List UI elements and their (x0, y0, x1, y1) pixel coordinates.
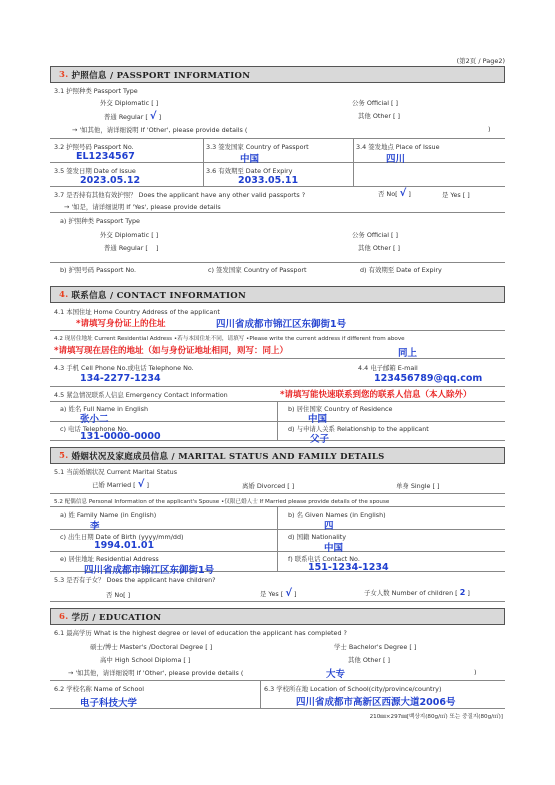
relationship-value[interactable]: 父子 (310, 434, 330, 445)
bracket: ] (408, 190, 411, 198)
divorced-option[interactable]: 离婚 Divorced [ ] (242, 482, 295, 490)
current-address-value[interactable]: 同上 (398, 348, 418, 359)
bracket: ] (158, 113, 162, 121)
home-address-label: 4.1 本国住址 Home Country Address of the applicant (54, 308, 220, 316)
no-option[interactable] (378, 188, 411, 199)
children-no-option[interactable]: 否 No[ ] (106, 591, 131, 599)
passport-type-label: 3.1 护照种类 Passport Type (54, 87, 138, 95)
place-label: 3.4 签发地点 Place of Issue (356, 143, 440, 151)
c-country-label: c) 签发国家 Country of Passport (208, 266, 307, 274)
page-number: (第2页 / Page2) (456, 57, 505, 65)
children-block (50, 572, 505, 602)
master-option[interactable]: 硕士/博士 Master's /Doctoral Degree [ ] (90, 643, 213, 651)
children-count[interactable] (364, 588, 470, 597)
full-name-value[interactable]: 张小二 (80, 414, 109, 425)
spouse-grid (50, 506, 505, 576)
passport-row-1 (50, 139, 505, 163)
nationality-label: d) 国籍 Nationality (288, 533, 347, 541)
home-address-value[interactable]: 四川省成都市锦江区东御街1号 (216, 319, 347, 330)
section-number: 5. (59, 450, 69, 461)
other-option[interactable]: 其他 Other [ ] (358, 112, 401, 120)
family-name-value[interactable]: 李 (90, 521, 100, 532)
a-type-label: a) 护照种类 Passport Type (60, 217, 140, 225)
passport-row-2 (50, 163, 505, 187)
other-detail-label-edu: → '如其他，请详细说明 If 'Other', please provide details ( (68, 669, 244, 677)
issue-date-value[interactable]: 2023.05.12 (80, 175, 141, 186)
regular-label: 普通 Regular [ (104, 244, 148, 252)
check-mark-icon: √ (399, 188, 407, 199)
current-address-block (50, 331, 505, 359)
current-address-label: 4.2 现居住地址 Current Residential Address •若与本国住址不同，请填写 •Please write the current address if different from above (54, 336, 405, 342)
section-header-contact (50, 286, 505, 303)
section-number: 4. (59, 289, 69, 300)
section-number: 3. (59, 69, 69, 80)
expiry-label: 3.6 有效期至 Date Of Expiry (206, 167, 293, 175)
place-value[interactable]: 四川 (386, 154, 406, 165)
footer-row (50, 709, 505, 721)
country-value[interactable]: 中国 (240, 154, 260, 165)
dob-label: c) 出生日期 Date of Birth (yyyy/mm/dd) (60, 533, 184, 541)
residential-address-value[interactable]: 四川省成都市锦江区东御街1号 (84, 565, 215, 576)
home-address-block (50, 303, 505, 331)
contact-no-value[interactable]: 151-1234-1234 (308, 562, 389, 573)
issue-date-label: 3.5 签发日期 Date of Issue (54, 167, 136, 175)
residence-label: b) 居住国家 Country of Residence (288, 405, 393, 413)
other-detail-value-edu[interactable]: 大专 (326, 669, 346, 680)
paper-spec: 210㎜×297㎜[백상지(80g/㎡) 또는 중질지(80g/㎡)] (369, 714, 503, 720)
school-name-label: 6.2 学校名称 Name of School (54, 685, 145, 693)
phone-label: 4.3 手机 Cell Phone No.或电话 Telephone No. (54, 364, 194, 372)
school-row (50, 681, 505, 709)
given-name-label: b) 名 Given Names (in English) (288, 511, 386, 519)
section-header-passport (50, 66, 505, 83)
bracket: ] (146, 481, 149, 489)
passport-type-block (50, 83, 505, 139)
yes-option[interactable]: 是 Yes [ ] (442, 191, 470, 199)
nationality-value[interactable]: 中国 (324, 543, 344, 554)
check-mark-icon: √ (285, 588, 292, 599)
school-location-value[interactable]: 四川省成都市高新区西源大道2006号 (296, 697, 456, 708)
other-passport-block (50, 187, 505, 213)
education-level-block (50, 625, 505, 681)
family-name-label: a) 姓 Family Name (in English) (60, 511, 157, 519)
married-option[interactable] (92, 479, 149, 490)
regular-label: 普通 Regular [ (104, 113, 148, 121)
regular-option-2[interactable] (104, 243, 159, 252)
children-yes-option[interactable] (260, 588, 297, 599)
current-address-note: *请填写现在居住的地址（如与身份证地址相同，则写：同上） (54, 346, 288, 356)
section-title: 学历 / EDUCATION (71, 612, 162, 623)
children-label: 5.3 是否有子女？ Does the applicant have children? (54, 576, 216, 584)
residential-address-label: e) 居住地址 Residential Address (60, 555, 159, 563)
regular-option[interactable] (104, 111, 161, 122)
form-page (50, 52, 505, 721)
d-expiry-label: d) 有效期至 Date of Expiry (360, 266, 442, 274)
yes-detail-label: → '如是，请详细说明 If 'Yes', please provide details (64, 203, 221, 211)
b-no-label: b) 护照号码 Passport No. (60, 266, 137, 274)
bracket: ] (156, 244, 159, 252)
section-title: 婚姻状况及家庭成员信息 / MARITAL STATUS AND FAMILY DETAILS (71, 451, 385, 462)
other-passport-details (50, 213, 505, 263)
other-detail-label: → '如其他，请详细说明 If 'Other', please provide details ( (72, 126, 248, 134)
section-header-marital (50, 447, 505, 464)
section-title: 联系信息 / CONTACT INFORMATION (71, 290, 247, 301)
country-label: 3.3 签发国家 Country of Passport (206, 143, 309, 151)
phone-email-row (50, 359, 505, 387)
passport-no-value[interactable]: EL1234567 (76, 151, 135, 162)
tel-label: c) 电话 Telephone No. (60, 425, 128, 433)
emergency-label: 4.5 紧急情况联系人信息 Emergency Contact Information (54, 391, 228, 399)
emergency-grid (50, 401, 505, 445)
high-school-option[interactable]: 高中 High School Diploma [ ] (100, 656, 191, 664)
other-passport-label: 3.7 是否持有其他有效护照？ Does the applicant have any other valid passports ? (54, 191, 306, 199)
bracket: ] (294, 590, 297, 598)
home-address-note: *请填写身份证上的住址 (76, 319, 166, 329)
school-location-label: 6.3 学校所在地 Location of School(city/province/country) (264, 685, 442, 693)
other-option-edu[interactable]: 其他 Other [ ] (348, 656, 391, 664)
bracket: ] (467, 589, 470, 597)
bachelor-option[interactable]: 学士 Bachelor's Degree [ ] (334, 643, 417, 651)
children-count-label: 子女人数 Number of children [ (364, 589, 458, 597)
single-option[interactable]: 单身 Single [ ] (396, 482, 440, 490)
children-count-value: 2 (459, 588, 466, 597)
marital-status-label: 5.1 当前婚姻状况 Current Marital Status (54, 468, 178, 476)
phone-value[interactable]: 134-2277-1234 (80, 373, 161, 384)
residence-value[interactable]: 中国 (308, 414, 328, 425)
dob-value[interactable]: 1994.01.01 (94, 540, 155, 551)
passport-no-label: 3.2 护照号码 Passport No. (54, 143, 134, 151)
official-option-2[interactable]: 公务 Official [ ] (352, 231, 399, 239)
contact-no-label: f) 联系电话 Contact No. (288, 555, 360, 563)
no-label: 否 No[ (378, 190, 398, 198)
emergency-note: *请填写能快速联系到您的联系人信息（本人除外） (280, 390, 472, 400)
full-name-label: a) 姓名 Full Name in English (60, 405, 149, 413)
email-value[interactable]: 123456789@qq.com (374, 373, 483, 384)
bracket: ) (488, 125, 491, 133)
expiry-value[interactable]: 2033.05.11 (238, 175, 299, 186)
spouse-label: 5.2 配偶信息 Personal Information of the applicant's Spouse •仅限已婚人士 If Married please provide details of the spouse (54, 499, 390, 505)
other-option-2[interactable]: 其他 Other [ ] (358, 244, 401, 252)
bracket: ) (474, 668, 477, 676)
emergency-header (50, 387, 505, 401)
relationship-label: d) 与申请人关系 Relationship to the applicant (288, 425, 429, 433)
spouse-header (50, 494, 505, 506)
yes-label: 是 Yes [ (260, 590, 284, 598)
school-name-value[interactable]: 电子科技大学 (80, 698, 138, 709)
section-number: 6. (59, 611, 69, 622)
diplomatic-option[interactable]: 外交 Diplomatic [ ] (100, 99, 159, 107)
section-title: 护照信息 / PASSPORT INFORMATION (71, 70, 251, 81)
section-header-education (50, 608, 505, 625)
marital-status-block (50, 464, 505, 494)
tel-value[interactable]: 131-0000-0000 (80, 431, 161, 442)
diplomatic-option-2[interactable]: 外交 Diplomatic [ ] (100, 231, 159, 239)
education-level-label: 6.1 最高学历 What is the highest degree or level of education the applicant has completed ? (54, 629, 347, 637)
email-label: 4.4 电子邮箱 E-mail (358, 364, 418, 372)
given-name-value[interactable]: 四 (324, 521, 334, 532)
other-passport-fields (50, 263, 505, 277)
married-label: 已婚 Married [ (92, 481, 136, 489)
check-mark-icon: √ (137, 479, 145, 490)
check-mark-icon: √ (149, 111, 157, 122)
official-option[interactable]: 公务 Official [ ] (352, 99, 399, 107)
